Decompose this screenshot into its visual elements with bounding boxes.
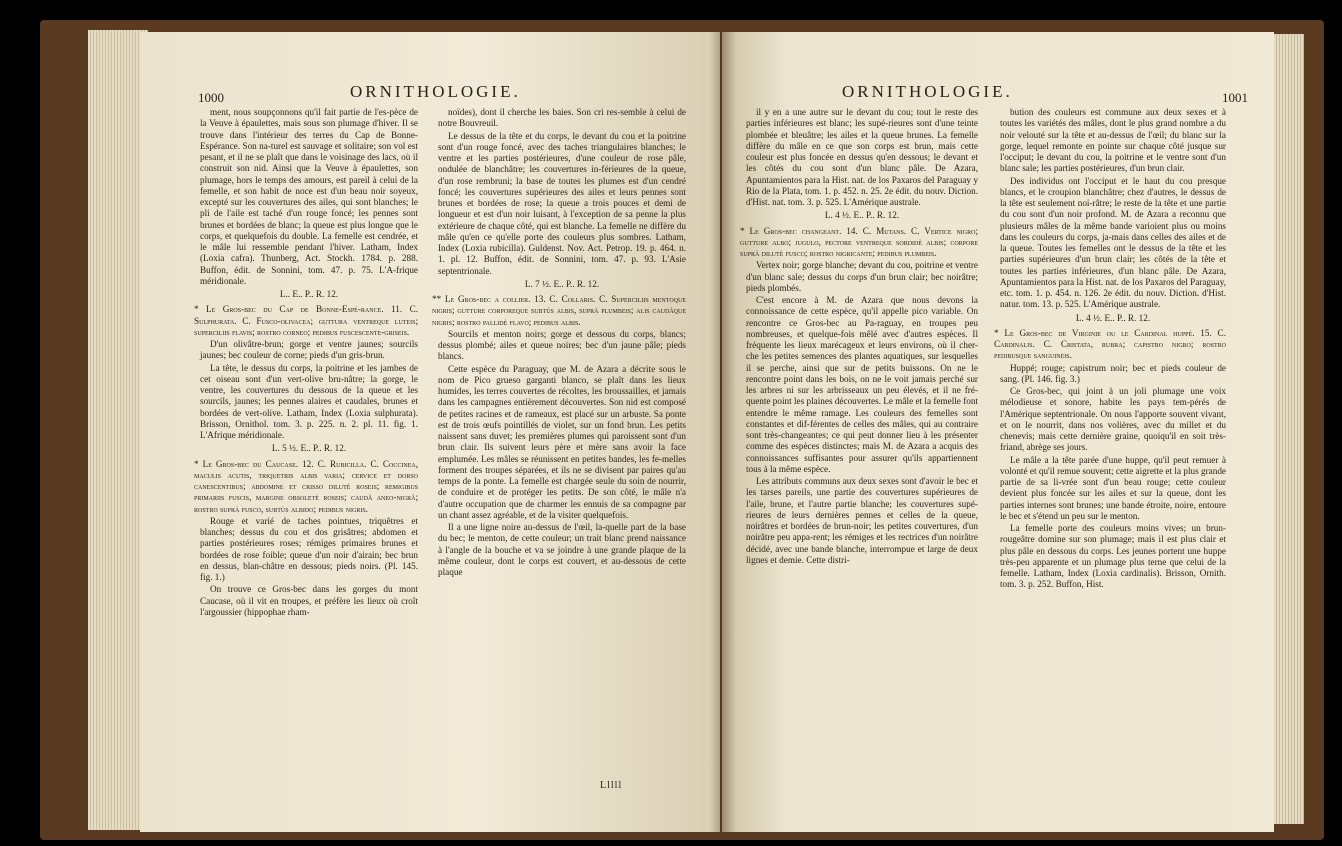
paragraph: D'un olivâtre-brun; gorge et ventre jaunes; sourcils jaunes; bec couleur de corne; pieds d'un gris-brun. <box>200 339 418 361</box>
measurement-line: L. 5 ½. E.. P.. R. 12. <box>271 443 347 454</box>
species-heading: * Le Gros-bec changeant. 14. C. Mutans. C. Vertice nigro; gutture albo; jugulo, pectore ventreque sordidè albis; corpore suprà dilutè fusco; rostro nigricante; pedibus plumbeis. <box>740 225 978 258</box>
left-page-number: 1000 <box>198 90 224 105</box>
paragraph: La tête, le dessus du corps, la poitrine et les jambes de cet oiseau sont d'un vert-olive bru-nâtre; la gorge, le ventre, les couvertures du dessous de la queue et les sourcils, jaunes; les pennes alaires et caudales, brunes et bordées de vert-olive. Latham, Index (Loxia sulphurata). Brisson, Ornithol. tom. 3. p. 225. n. 2. pl. 11. fig. 1. L'Afrique méridionale. <box>200 362 418 440</box>
left-running-title: ORNITHOLOGIE. <box>350 82 521 101</box>
measurement-line: L. 7 ½. E.. P.. R. 12. <box>524 278 600 289</box>
species-heading: * Le Gros-bec de Virginie ou le Cardinal huppé. 15. C. Cardinalis. C. Cristata, rubra; capistro nigro; rostro pedibusque sanguineis. <box>994 327 1226 361</box>
paragraph: Vertex noir; gorge blanche; devant du cou, poitrine et ventre d'un blanc sale; dessus du corps d'un brun clair; bec noirâtre; pieds plombés. <box>746 260 978 293</box>
left-column-1 <box>194 107 418 619</box>
paragraph: bution des couleurs est commune aux deux sexes et à toutes les variétés des mâles, dont le plus grand nombre a du noir velouté sur la tête et au-dessus de l'œil; du blanc sur la gorge, lequel remonte en pointe sur chaque côté jusque sur l'occiput; le devant du cou, la poitrine et le ventre sont d'un blanc sale; les parties postérieures, d'un brun clair. <box>1000 107 1226 174</box>
paragraph: Des individus ont l'occiput et le haut du cou presque blancs, et le croupion blanchâtre; chez d'autres, le dessus de la tête est seulement noi-râtre; le reste de la tête et une partie du cou sont d'un noir profond. M. de Azara a reconnu que plusieurs mâles de la même bande varioient plus ou moins dans les couleurs du corps, ja-mais dans celles des ailes et de la queue. Toutes les femelles ont le dessus de la tête et les parties supérieures d'un brun clair; les côtés de la tête et toutes les parties inférieures, d'un blanc pâle. De Azara, Apuntamientos para la Hist. nat. de los Paxaros del Paraguay, etc. tom. 1. p. 454. n. 126. 2e édit. du nouv. Diction. d'Hist. natur. tom. 13. p. 525. L'Amérique australe. <box>1000 175 1226 310</box>
paragraph: C'est encore à M. de Azara que nous devons la connoissance de cette espèce, qu'il appelle pico variable. On rencontre ce Gros-bec au Pa-raguay, en troupes peu nombreuses, et quelque-fois mêlé avec d'autres espèces. Il fréquente les lieux marécageux et leurs environs, où il cher-che les petites semences des plantes aquatiques, sur lesquelles il se perche, ainsi que sur de petits buissons. On ne le rencontre point dans les bois, on ne le voit jamais perché sur les arbres ni sur les arbrisseaux un peu élevés, et il ne fré-quente point les plaines découvertes. Le mâle et la femelle font entendre le même ramage. Les couleurs des femelles sont constantes et dif-férentes de celles des mâles, qui au contraire sont très-changeantes; ce qui peut donner lieu à les présenter comme des espèces distinctes; mais M. de Azara a acquis des connoissances suffisantes pour assurer qu'ils appartiennent tous à la même espèce. <box>746 295 978 474</box>
right-column-2 <box>994 107 1226 592</box>
left-column-2 <box>432 107 686 579</box>
species-heading: * Le Gros-bec du Cap de Bonne-Espé-rance. 11. C. Sulphurata. C. Fusco-olivacea; guttura ventreque luteis; superciliis flavis; rostro corneo; pedibus fuscescente-griseis. <box>194 304 418 337</box>
paragraph: On trouve ce Gros-bec dans les gorges du mont Caucase, où il vit en troupes, et préfère les lieux où croît l'argoussier (hippophae rham- <box>200 584 418 617</box>
measurement-line: L. 4 ½. E.. P.. R. 12. <box>1075 312 1151 323</box>
paragraph: Cette espèce du Paraguay, que M. de Azara a décrite sous le nom de Pico grueso garganti blanco, se plaît dans les lieux humides, les terres couvertes de récoltes, les broussailles, et jamais dans les campagnes entièrement découvertes. Son nid est composé de petites racines et de rameaux, est placé sur un arbuste. Sa ponte est de trois œufs pointillés de violet, sur un fond brun. Les petits naissent sans duvet; les premières plumes qui paroissent sont d'un brun clair. Ils suivent leurs père et mère sans avoir la face emplumée. Les mâles se réunissent en petites bandes, les fe-melles forment des troupes séparées, et ils ne se divisent par paires qu'au temps de la ponte. La femelle est chargée seule du soin de nourrir, de conduire et de protéger les petits. De son côté, le mâle n'a d'autre occupation que de charmer les ennuis de sa compagne par un chant assez agréable, et de la visiter quelquefois. <box>438 363 686 520</box>
paragraph: Il a une ligne noire au-dessus de l'œil, la-quelle part de la base du bec; le menton, de cette couleur; un trait blanc prend naissance à l'angle de la bouche et va se joindre à une grande plaque de la même couleur, dont le corps est couvert, et au-dessous de cette plaque <box>438 522 686 577</box>
right-running-title: ORNITHOLOGIE. <box>842 82 1013 101</box>
open-book <box>40 12 1320 842</box>
signature-mark: Lllll <box>600 780 623 791</box>
measurement-line: L. 4 ½. E.. P.. R. 12. <box>824 210 900 221</box>
right-column-1 <box>740 107 978 567</box>
paragraph: il y en a une autre sur le devant du cou; tout le reste des parties inférieures est blanc; les supé-rieures sont d'une teinte plombée et bleuâtre; les ailes et la queue brunes. La femelle diffère du mâle en ce que son corps est brun, mais cette couleur est plus foncée en dessus qu'en dessous; le devant et les côtés du cou sont d'un blanc pâle. De Azara, Apuntamientos para la Hist. nat. de los Paxaros del Paraguay y Rio de la Plata, tom. 1. p. 452. n. 25. 2e édit. du nouv. Diction. d'Hist. nat. tom. 3. p. 525. L'Amérique australe. <box>746 107 978 207</box>
measurement-line: L.. E.. P.. R. 12. <box>279 289 339 299</box>
paragraph: Le dessus de la tête et du corps, le devant du cou et la poitrine sont d'un rouge foncé, avec des taches triangulaires blanches; le ventre et les parties postérieures, d'une couleur de rose pâle, ondulée de blanchâtre; les couvertures in-férieures de la queue, d'un rose rembruni; la base de toutes les plumes est d'un cendré foncé; les couvertures supérieures des ailes et leurs pennes sont brunes et bordées de rose; la queue a trois pouces et demi de longueur et est d'un noir luisant, à l'exception de sa penne la plus extérieure de chaque côté, qui est blanche. La femelle ne diffère du mâle qu'en ce qu'elle porte des couleurs plus sombres. Latham, Index (Loxia rubicilla). Guldenst. Nov. Act. Petrop. 19. p. 464. n. 1. pl. 12. Buffon, édit. de Sonnini, tom. 47. p. 93. L'Asie septentrionale. <box>438 130 686 276</box>
paragraph: Rouge et varié de taches pointues, triquêtres et blanches; dessus du cou et dos grisâtres; abdomen et parties postérieures roses; rémiges primaires brunes et bordées de rose foible; queue d'un noir d'airain; bec brun en dessus, blan-châtre en dessous; pieds noirs. (Pl. 145. fig. 1.) <box>200 515 418 582</box>
right-page-number: 1001 <box>1222 90 1248 105</box>
paragraph: ment, nous soupçonnons qu'il fait partie de l'es-pèce de la Veuve à épaulettes, mais sous son plumage d'hiver. Il se trouve dans l'intérieur des terres du Cap de Bonne-Espérance. Son na-turel est sauvage et solitaire; son vol est pesant, et il ne se plaît que dans le voisinage des lacs, où il construit son nid. Ainsi que la Veuve à épaulettes, son plumage, hors le temps des amours, est pareil à celui de la femelle, et son habit de noce est d'un beau noir soyeux, excepté sur les couvertures des ailes, qui sont blanches; le pli de l'aile est taché d'un rouge foncé; les pennes sont brunes et bordées de blanc; la queue est plus longue que le corps, et quelquefois du double. La femelle est cendrée, et le mâle lui ressemble pendant l'hiver. Latham, Index (Loxia cafra). Thunberg, Act. Stockh. 1784. p. 288. Buffon, édit. de Sonnini, tom. 47. p. 75. L'A-frique méridionale. <box>200 107 418 286</box>
paragraph: La femelle porte des couleurs moins vives; un brun-rougeâtre domine sur son plumage; mais il est plus clair et plus pâle en dessous du corps. Les jeunes portent une huppe très-peu apparente et un plumage plus terne que celui de la femelle. Latham, Index (Loxia cardinalis). Brisson, Ornith. tom. 3. p. 252. Buffon, Hist. <box>1000 523 1226 590</box>
right-page <box>722 32 1274 832</box>
paragraph: Le mâle a la tête parée d'une huppe, qu'il peut remuer à volonté et qu'il remue souvent; cette aigrette et la plus grande partie de sa li-vrée sont d'un beau rouge; cette couleur devient plus foncée sur les ailes et sur la queue, dont les parties internes sont brunes; une bande étroite, noire, entoure le bec et s'étend un peu sur le menton. <box>1000 454 1226 521</box>
book-gutter <box>710 32 736 832</box>
paragraph: noïdes), dont il cherche les baies. Son cri res-semble à celui de notre Bouvreuil. <box>438 107 686 129</box>
species-heading: ** Le Gros-bec a collier. 13. C. Collaris. C. Superciliis mentoque nigris; gutture corporeque subtùs albis, suprà plumbeis; alis caudâque nigris; rostro pallidè flavo; pedibus albis. <box>432 294 686 327</box>
left-page <box>140 32 720 832</box>
paragraph: Les attributs communs aux deux sexes sont d'avoir le bec et les tarses pareils, une partie des couvertures supérieures de l'aile, brune, et l'autre partie blanche; les couvertures supé-rieures de leurs dernières pennes et celles de la queue, noirâtres et bordées de brun-noir; les petites couvertures, d'un noirâtre peu appa-rent; les rémiges et les rectrices d'un noirâtre décidé, avec une bande blanche, interrompue et large de deux lignes et demie. Cette distri- <box>746 476 978 565</box>
species-heading: * Le Gros-bec du Caucase. 12. C. Rubicilla. C. Coccinea, maculis acutis, triquetris albis varia; cervice et dorso canescentibus; abdomine et crisso dilutè roseis; remigibus primariis fuscis, margine obsoletè roseis; caudâ aneo-nigrâ; rostro suprà fusco, subtùs albido; pedibus nigris. <box>194 458 418 514</box>
page-edges-left <box>88 30 148 830</box>
paragraph: Ce Gros-bec, qui joint à un joli plumage une voix mélodieuse et sonore, habite les pays tem-pérés de l'Amérique septentrionale. On nous l'apporte souvent vivant, et on le nourrit, dans nos volières, avec du millet et du chenevis; mais cette dernière graine, quoiqu'il en soit très-friand, abrège ses jours. <box>1000 386 1226 453</box>
paragraph: Huppé; rouge; capistrum noir; bec et pieds couleur de sang. (Pl. 146. fig. 3.) <box>1000 362 1226 384</box>
paragraph: Sourcils et menton noirs; gorge et dessous du corps, blancs; dessus plombé; ailes et queue noires; bec d'un jaune pâle; pieds blancs. <box>438 328 686 362</box>
